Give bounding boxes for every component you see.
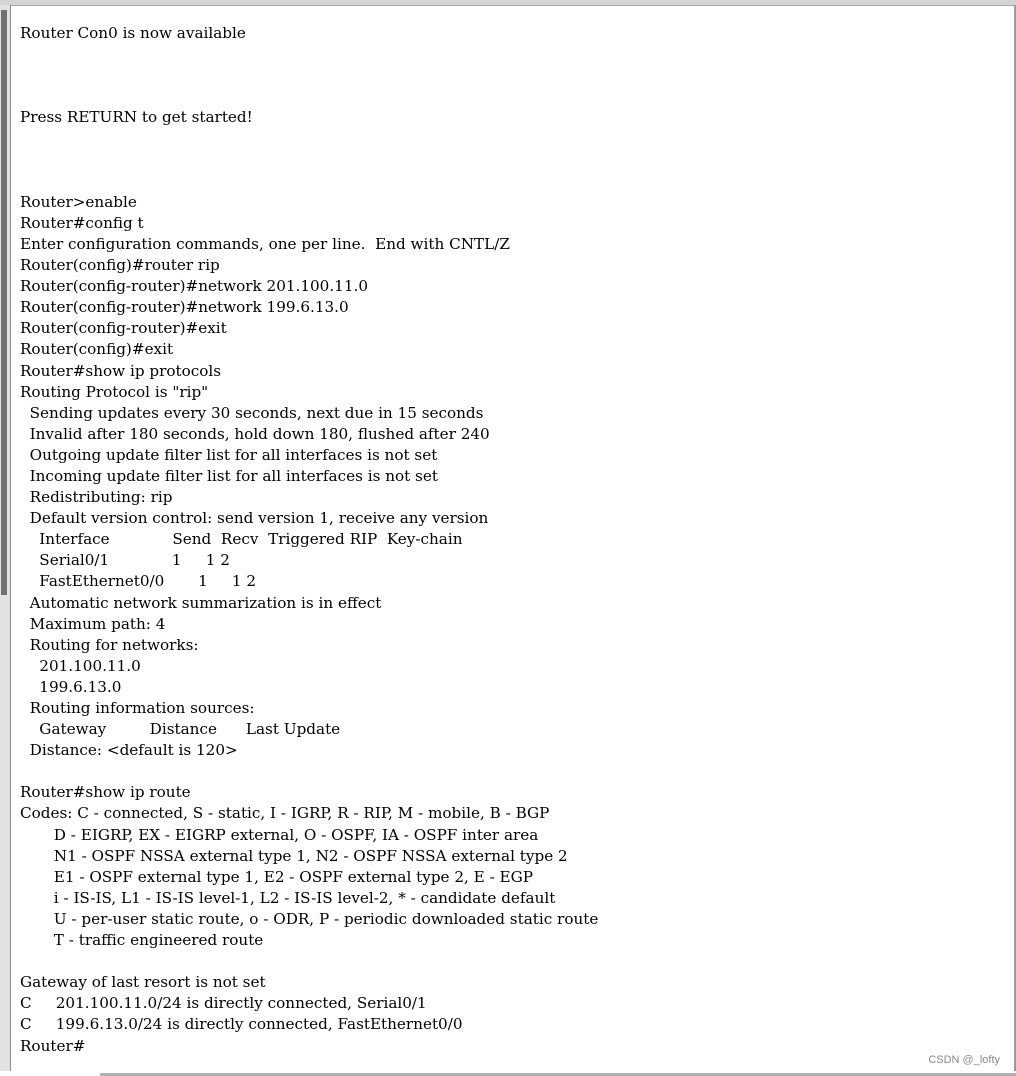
- terminal-line: Router(config)#router rip: [20, 256, 220, 275]
- terminal-line: Router(config)#exit: [20, 340, 174, 359]
- terminal-line: [20, 44, 1000, 65]
- terminal-line: Automatic network summarization is in effect: [20, 593, 382, 612]
- scrollbar-thumb[interactable]: [1, 10, 7, 595]
- terminal-line: FastEthernet0/0 1 1 2: [20, 572, 257, 591]
- window-top-border: [0, 0, 1016, 6]
- terminal-line: Default version control: send version 1, receive any version: [20, 509, 489, 528]
- terminal-line: Router Con0 is now available: [20, 24, 246, 42]
- terminal-line: Press RETURN to get started!: [20, 108, 253, 127]
- terminal-line: Routing Protocol is "rip": [20, 382, 209, 401]
- terminal-line: [20, 951, 1000, 972]
- terminal-line: [20, 86, 1000, 107]
- terminal-output[interactable]: [20, 23, 1000, 1053]
- terminal-line: T - traffic engineered route: [20, 931, 264, 950]
- terminal-line: C 199.6.13.0/24 is directly connected, FastEthernet0/0: [20, 1015, 463, 1034]
- terminal-line: [20, 150, 1000, 171]
- terminal-line: Router(config-router)#network 199.6.13.0: [20, 298, 349, 317]
- terminal-line: [20, 128, 1000, 149]
- terminal-line: N1 - OSPF NSSA external type 1, N2 - OSPF NSSA external type 2: [20, 846, 568, 865]
- terminal-line: Gateway Distance Last Update: [20, 720, 341, 739]
- terminal-line: Router#: [20, 1036, 86, 1053]
- terminal-line: Codes: C - connected, S - static, I - IGRP, R - RIP, M - mobile, B - BGP: [20, 804, 550, 823]
- terminal-line: Interface Send Recv Triggered RIP Key-chain: [20, 530, 463, 549]
- terminal-line: [20, 65, 1000, 86]
- terminal-line: E1 - OSPF external type 1, E2 - OSPF external type 2, E - EGP: [20, 867, 533, 886]
- terminal-line: Outgoing update filter list for all interfaces is not set: [20, 445, 438, 464]
- terminal-line: Routing for networks:: [20, 635, 199, 654]
- terminal-line: [20, 171, 1000, 192]
- terminal-line: Serial0/1 1 1 2: [20, 551, 230, 570]
- terminal-line: Router#show ip protocols: [20, 361, 222, 380]
- terminal-line: Incoming update filter list for all interfaces is not set: [20, 466, 438, 485]
- terminal-line: Maximum path: 4: [20, 614, 166, 633]
- terminal-line: Router>enable: [20, 192, 137, 211]
- terminal-line: 199.6.13.0: [20, 677, 122, 696]
- terminal-line: Distance: <default is 120>: [20, 741, 238, 760]
- terminal-line: Sending updates every 30 seconds, next due in 15 seconds: [20, 403, 484, 422]
- terminal-line: Router(config-router)#network 201.100.11.0: [20, 277, 368, 296]
- terminal-line: i - IS-IS, L1 - IS-IS level-1, L2 - IS-IS level-2, * - candidate default: [20, 888, 556, 907]
- terminal-line: C 201.100.11.0/24 is directly connected, Serial0/1: [20, 994, 427, 1013]
- terminal-line: Enter configuration commands, one per line. End with CNTL/Z: [20, 234, 510, 253]
- terminal-line: D - EIGRP, EX - EIGRP external, O - OSPF, IA - OSPF inter area: [20, 825, 539, 844]
- vertical-scrollbar[interactable]: [0, 5, 11, 1071]
- terminal-line: [20, 761, 1000, 782]
- terminal-line: Routing information sources:: [20, 699, 255, 717]
- terminal-line: Router#config t: [20, 213, 144, 232]
- watermark-text: CSDN @_lofty: [928, 1054, 1000, 1066]
- terminal-line: Gateway of last resort is not set: [20, 973, 266, 992]
- terminal-line: 201.100.11.0: [20, 656, 141, 675]
- terminal-line: Redistributing: rip: [20, 488, 173, 507]
- terminal-line: Router#show ip route: [20, 783, 191, 802]
- terminal-line: U - per-user static route, o - ODR, P - periodic downloaded static route: [20, 909, 599, 928]
- terminal-line: Router(config-router)#exit: [20, 319, 227, 338]
- terminal-line: Invalid after 180 seconds, hold down 180, flushed after 240: [20, 424, 490, 443]
